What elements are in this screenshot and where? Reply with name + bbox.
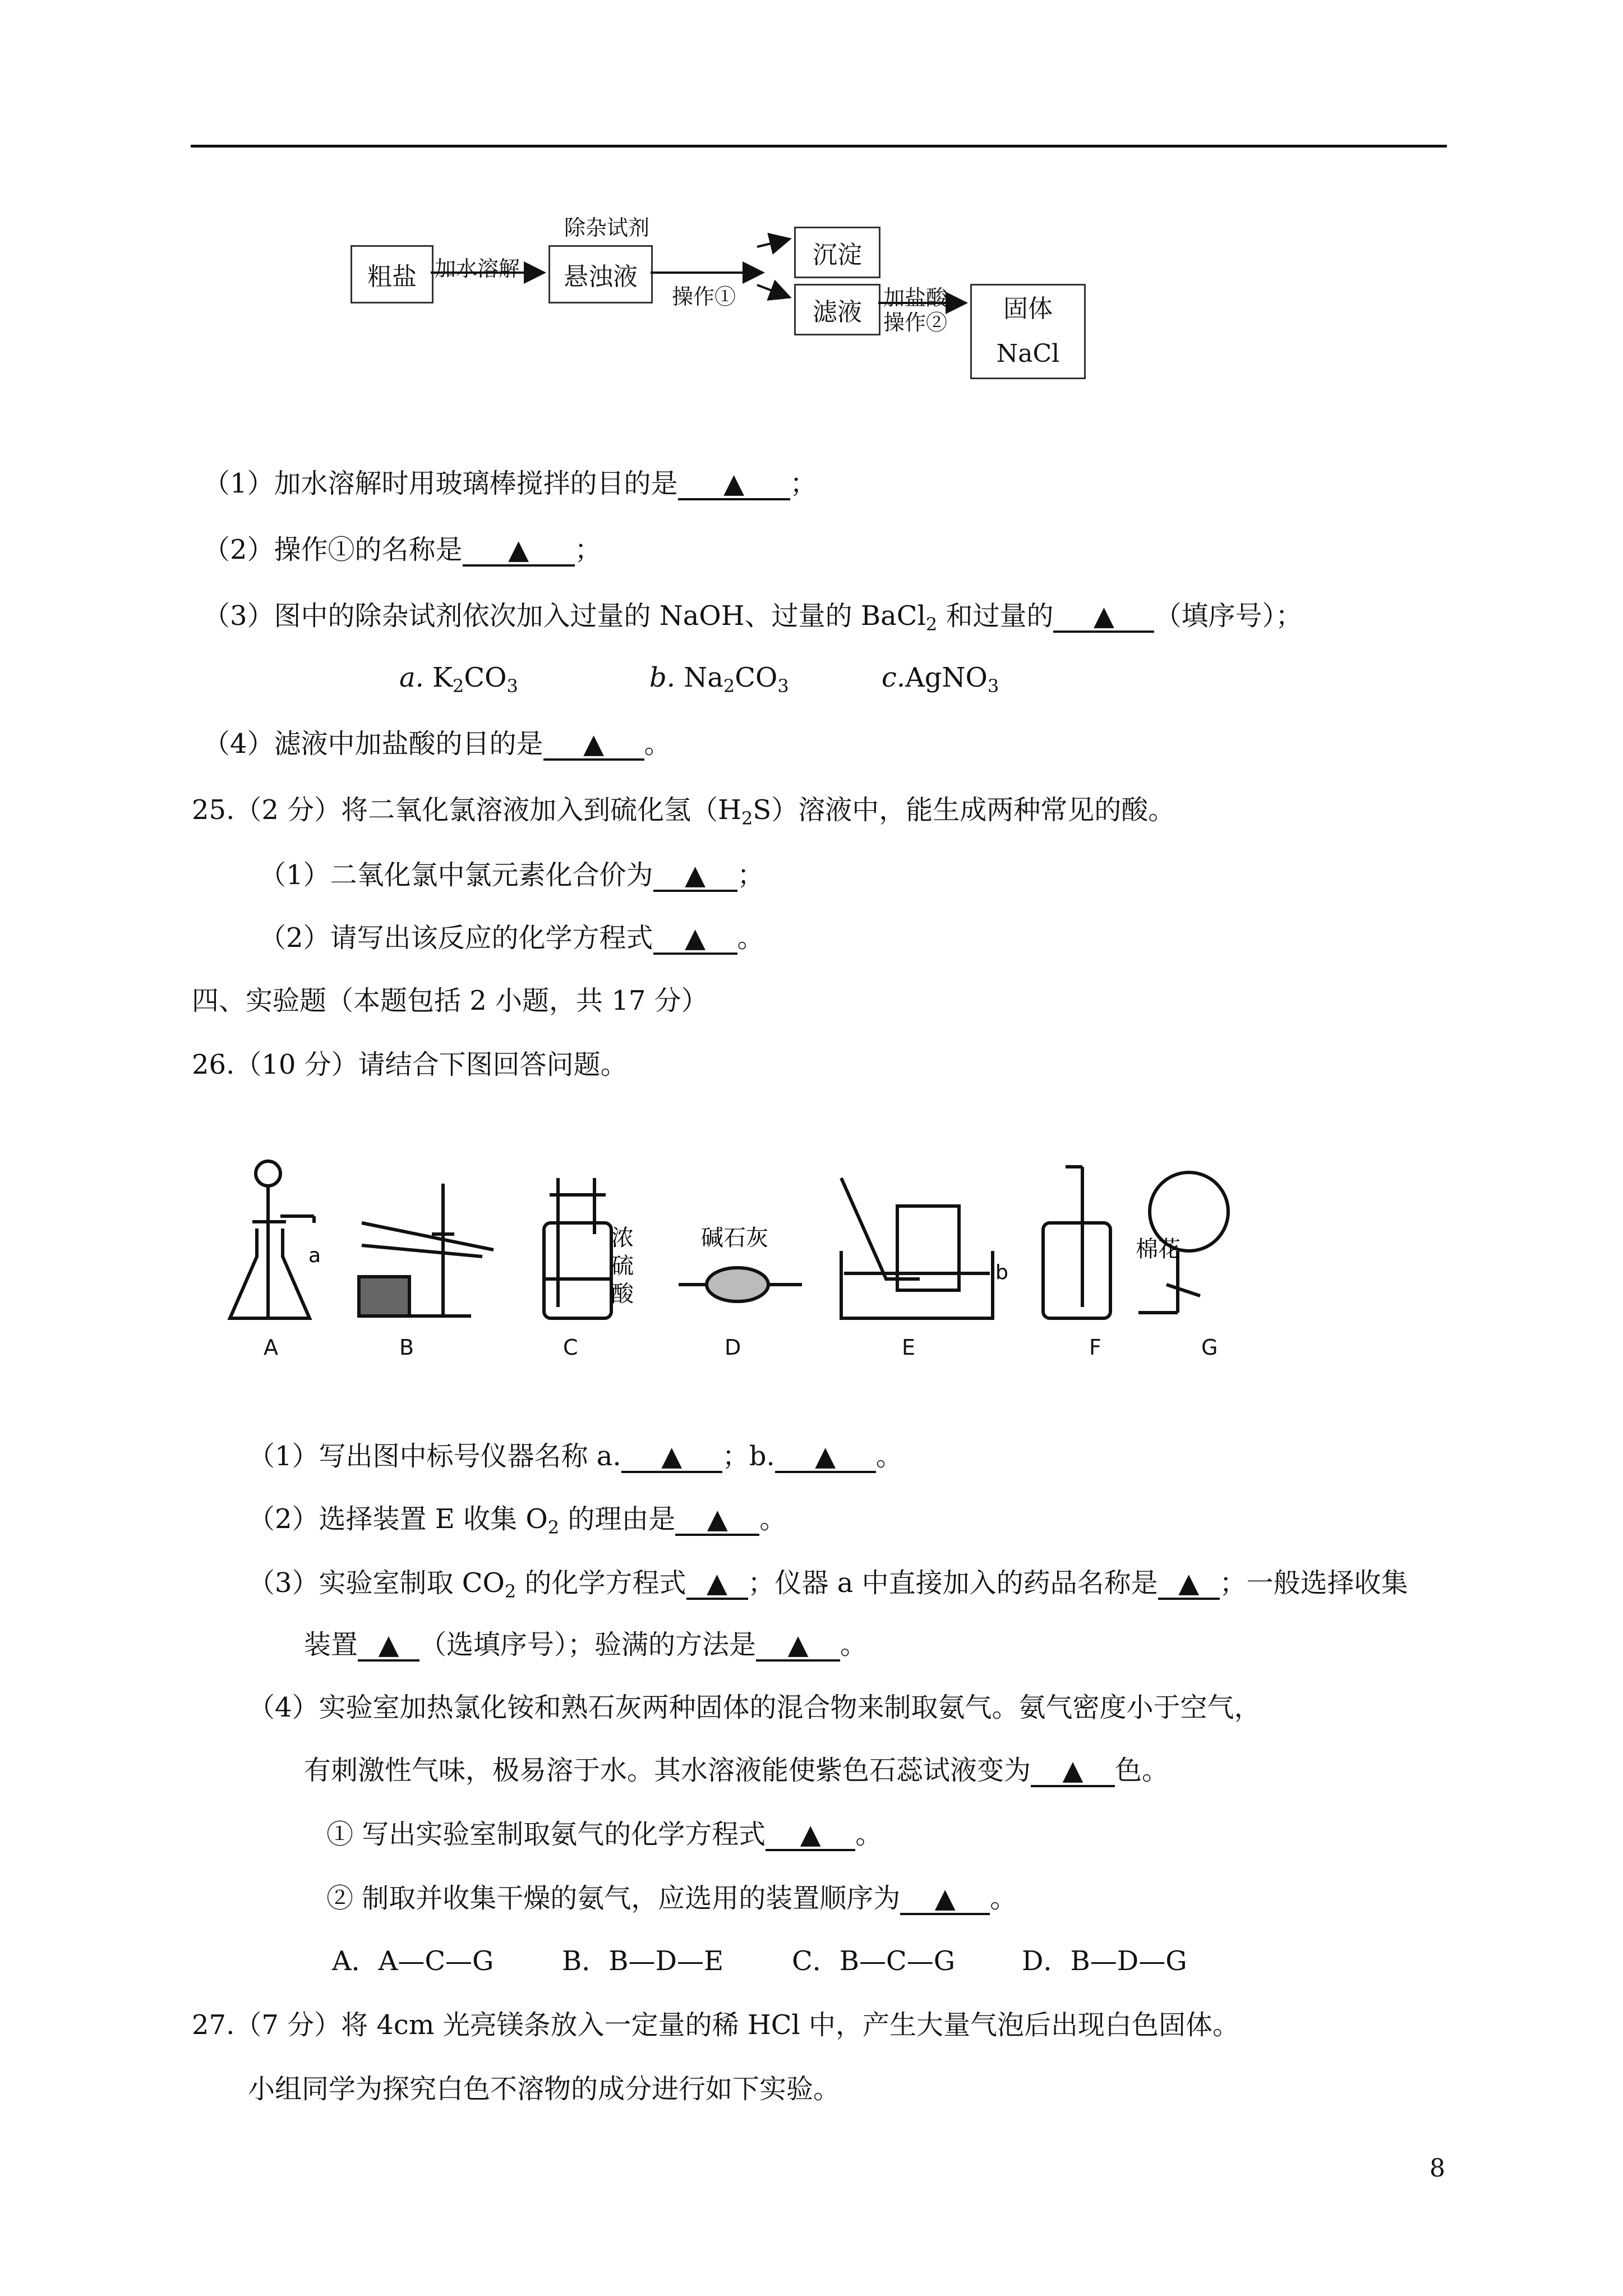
c-text-1: 浓: [611, 1225, 634, 1251]
c-text-2: 硫: [611, 1253, 634, 1279]
q26-line4-sub2: ② 制取并收集干燥的氨气，应选用的装置顺序为 ▲ 。: [326, 1883, 1017, 1914]
flow-box-precipitate: 沉淀: [794, 227, 880, 278]
caption-a: A: [264, 1335, 278, 1360]
apparatus-figure: [213, 1144, 1279, 1380]
answer-blank: ▲: [543, 729, 644, 761]
g-text: 棉花: [1136, 1236, 1181, 1262]
answer-blank: ▲: [1053, 601, 1154, 633]
flow-arrows: [0, 0, 1623, 404]
section-4-heading: 四、实验题（本题包括 2 小题，共 17 分）: [192, 985, 708, 1016]
caption-b: B: [399, 1335, 414, 1360]
flow-nacl-label: NaCl: [996, 339, 1060, 368]
q24-line2: （2）操作①的名称是 ▲ ；: [203, 534, 602, 565]
label-b: b: [995, 1261, 1008, 1284]
q24-option-a: a. $K_2CO_3$: [399, 662, 518, 697]
q24-line1: （1）加水溶解时用玻璃棒搅拌的目的是 ▲ ；: [203, 468, 817, 499]
q26-choice-a: A．A—C—G: [332, 1945, 494, 1977]
label-a: a: [308, 1244, 321, 1267]
q24-option-b: b. $Na_2CO_3$: [649, 662, 789, 697]
q25-line1: （1）二氧化氯中氯元素化合价为 ▲ ；: [259, 859, 764, 891]
q25-head: 25.（2 分）将二氧化氯溶液加入到硫化氢$(H_2S)$溶液中，能生成两种常见的酸。: [192, 794, 1175, 829]
answer-blank: ▲: [653, 861, 737, 892]
flow-box-suspension: 悬浊液: [548, 245, 653, 303]
apparatus-d: [679, 1268, 802, 1301]
q26-choice-c: C．B—C—G: [792, 1945, 956, 1977]
apparatus-e: [841, 1178, 993, 1318]
caption-g: G: [1201, 1335, 1218, 1360]
c-text-3: 酸: [611, 1281, 634, 1307]
apparatus-c: [544, 1178, 611, 1318]
flow-arrow-precipitate: [757, 239, 790, 247]
answer-blank: ▲: [756, 1630, 840, 1662]
q26-line2: （2）选择装置 E 收集 $O_2$ 的理由是 ▲ 。: [248, 1503, 787, 1538]
apparatus-b: [359, 1184, 494, 1316]
flow-box-filtrate: 滤液: [794, 284, 880, 335]
q26-line4-cont: 有刺激性气味，极易溶于水。其水溶液能使紫色石蕊试液变为 ▲ 色。: [304, 1755, 1169, 1786]
q26-line4-sub1: ① 写出实验室制取氨气的化学方程式 ▲ 。: [326, 1819, 883, 1850]
apparatus-f: [1043, 1167, 1110, 1318]
apparatus-a: [230, 1161, 314, 1318]
flow-label-reagent: 除杂试剂: [564, 215, 650, 240]
answer-blank: ▲: [766, 1820, 855, 1851]
caption-f: F: [1089, 1335, 1101, 1360]
q26-line3: （3）实验室制取 $CO_2$ 的化学方程式 ▲ ；仪器 a 中直接加入的药品名称是 ▲ ；一般选择收集: [248, 1567, 1408, 1602]
q24-option-c: c.AgNO$_3$: [882, 662, 999, 697]
q24-line3: （3）图中的除杂试剂依次加入过量的 NaOH、过量的 BaCl$_2$ 和过量的 ▲ （填序号）；: [203, 600, 1303, 635]
answer-blank: ▲: [653, 923, 737, 955]
q25-line2: （2）请写出该反应的化学方程式 ▲ 。: [259, 922, 764, 954]
flow-label-acid: 加盐酸: [883, 286, 948, 310]
flow-box-crude-salt: 粗盐: [351, 245, 434, 303]
answer-blank: ▲: [678, 469, 790, 500]
answer-blank: ▲: [900, 1884, 990, 1915]
answer-blank: ▲: [675, 1504, 759, 1536]
caption-c: C: [563, 1335, 578, 1360]
answer-blank: ▲: [686, 1568, 748, 1600]
q26-line4: （4）实验室加热氯化铵和熟石灰两种固体的混合物来制取氨气。氨气密度小于空气，: [248, 1692, 1261, 1723]
answer-blank: ▲: [1031, 1756, 1115, 1787]
flow-solid-label: 固体: [1003, 295, 1053, 323]
page-number: 8: [1430, 2154, 1445, 2183]
q26-head: 26.（10 分）请结合下图回答问题。: [192, 1049, 628, 1080]
flow-arrow-filtrate: [757, 285, 790, 297]
q24-line4: （4）滤液中加盐酸的目的是 ▲ 。: [203, 728, 671, 760]
q27-head: 27.（7 分）将 4cm 光亮镁条放入一定量的稀 HCl 中，产生大量气泡后出现白色固体。: [192, 2009, 1240, 2041]
answer-blank: ▲: [463, 535, 575, 567]
q27-line2: 小组同学为探究白色不溶物的成分进行如下实验。: [248, 2073, 841, 2105]
d-text: 碱石灰: [701, 1225, 768, 1251]
q26-line3-cont: 装置 ▲ （选填序号）；验满的方法是 ▲ 。: [304, 1629, 868, 1660]
q26-choice-b: B．B—D—E: [562, 1945, 724, 1977]
flow-label-op2: 操作②: [883, 310, 948, 335]
caption-d: D: [725, 1335, 741, 1360]
answer-blank: ▲: [358, 1630, 419, 1662]
caption-e: E: [902, 1335, 916, 1360]
q26-line1: （1）写出图中标号仪器名称 a. ▲ ；b. ▲ 。: [248, 1441, 903, 1472]
flow-label-dissolve: 加水溶解: [435, 256, 520, 281]
answer-blank: ▲: [1158, 1568, 1220, 1600]
q26-choice-d: D．B—D—G: [1022, 1945, 1187, 1977]
answer-blank: ▲: [621, 1442, 722, 1473]
flow-label-op1: 操作①: [672, 284, 736, 309]
answer-blank: ▲: [775, 1442, 876, 1473]
